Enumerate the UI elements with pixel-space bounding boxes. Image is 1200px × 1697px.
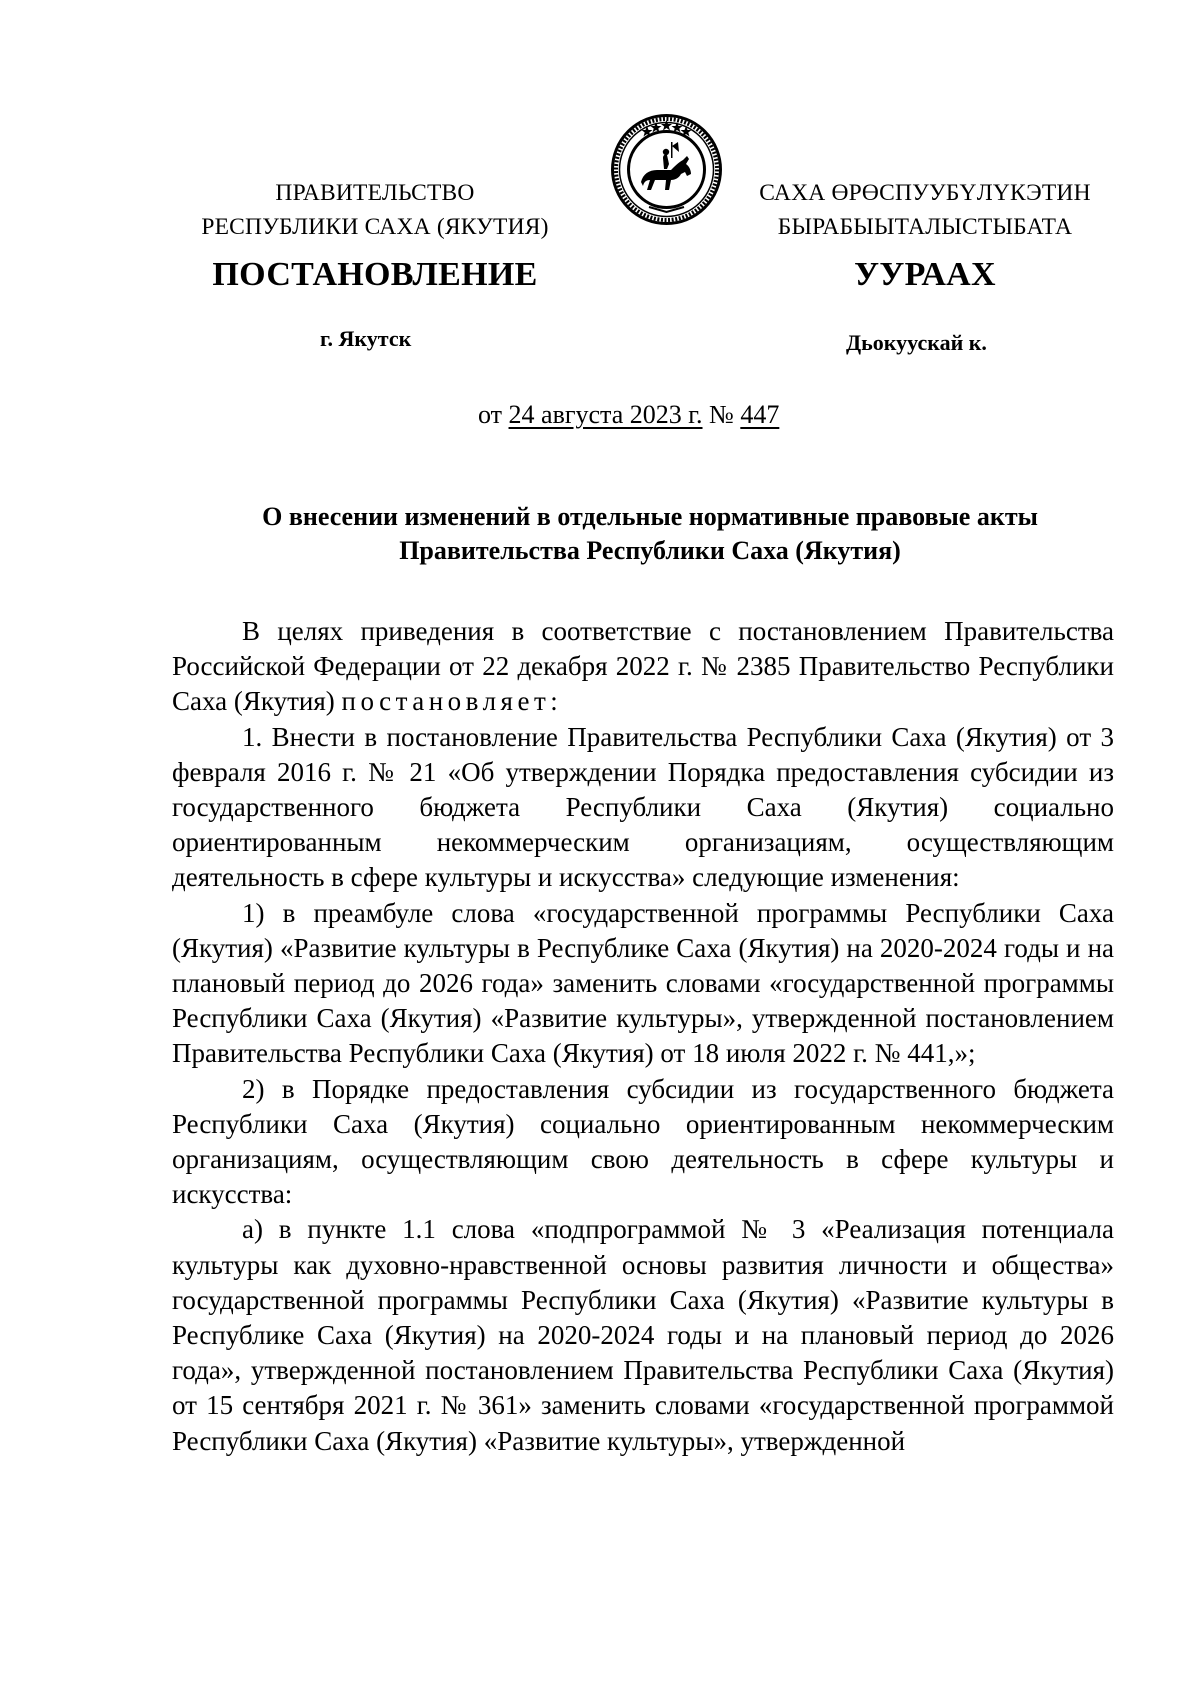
government-name-line2: РЕСПУБЛИКИ САХА (ЯКУТИЯ) bbox=[201, 214, 549, 240]
subject-line1: О внесении изменений в отдельные нормативные правовые акты bbox=[262, 502, 1038, 531]
city-russian: г. Якутск bbox=[320, 326, 412, 351]
government-name-yakut bbox=[735, 176, 1115, 244]
document-date: 24 августа 2023 г. bbox=[508, 400, 703, 429]
document-type-russian: ПОСТАНОВЛЕНИЕ bbox=[212, 256, 538, 293]
subject-line2: Правительства Республики Саха (Якутия) bbox=[399, 536, 901, 565]
government-name-line1: ПРАВИТЕЛЬСТВО bbox=[275, 180, 475, 206]
government-name-yakut-line1: САХА ӨРӨСПУУБҮЛҮКЭТИН bbox=[759, 180, 1091, 206]
document-number: 447 bbox=[740, 400, 780, 429]
body-paragraph-preamble: В целях приведения в соответствие с постановлением Правительства Российской Федерации от 22 декабря 2022 г. № 2385 Правительство Республики Саха (Якутия) постановляет: bbox=[172, 616, 1114, 717]
city-yakut: Дьокуускай к. bbox=[846, 330, 987, 355]
document-date-number bbox=[478, 400, 779, 430]
date-prefix: от bbox=[478, 400, 503, 429]
document-body bbox=[172, 614, 1114, 1459]
resolve-word: постановляет bbox=[341, 686, 551, 717]
number-sign: № bbox=[709, 400, 734, 429]
body-paragraph-1-2-a: а) в пункте 1.1 слова «подпрограммой № 3 «Реализация потенциала культуры как духовно-нравственной основы развития личности и общества» государственной программы Республики Саха (Якутия) «Развитие культуры в Республике Саха (Якутия) на 2020-2024 годы и на плановый период до 2026 года», утвержденной постановлением Правительства Республики Саха (Якутия) от 15 сентября 2021 г. № 361» заменить словами «государственной программой Республики Саха (Якутия) «Развитие культуры», утвержденной bbox=[172, 1214, 1114, 1456]
body-paragraph-1: 1. Внести в постановление Правительства Республики Саха (Якутия) от 3 февраля 2016 г. № 21 «Об утверждении Порядка предоставления субсидии из государственного бюджета Республики Саха (Якутия) социально ориентированным некоммерческим организациям, осуществляющим деятельность в сфере культуры и искусства» следующие изменения: bbox=[172, 721, 1114, 893]
coat-of-arms-emblem-icon bbox=[609, 112, 724, 227]
government-name-russian bbox=[185, 176, 565, 244]
government-name-yakut-line2: БЫРАБЫЫТАЛЫСТЫБАТА bbox=[777, 214, 1073, 240]
document-type-yakut: УУРААХ bbox=[854, 256, 996, 293]
document-subject bbox=[100, 500, 1200, 568]
body-paragraph-1-1: 1) в преамбуле слова «государственной программы Республики Саха (Якутия) «Развитие культуры в Республике Саха (Якутия) на 2020-2024 годы и на плановый период до 2026 года» заменить словами «государственной программы Республики Саха (Якутия) «Развитие культуры», утвержденной постановлением Правительства Республики Саха (Якутия) от 18 июля 2022 г. № 441,»; bbox=[172, 897, 1114, 1069]
body-paragraph-1-2: 2) в Порядке предоставления субсидии из государственного бюджета Республики Саха (Якутия) социально ориентированным некоммерческим организациям, осуществляющим свою деятельность в сфере культуры и искусства: bbox=[172, 1073, 1114, 1210]
